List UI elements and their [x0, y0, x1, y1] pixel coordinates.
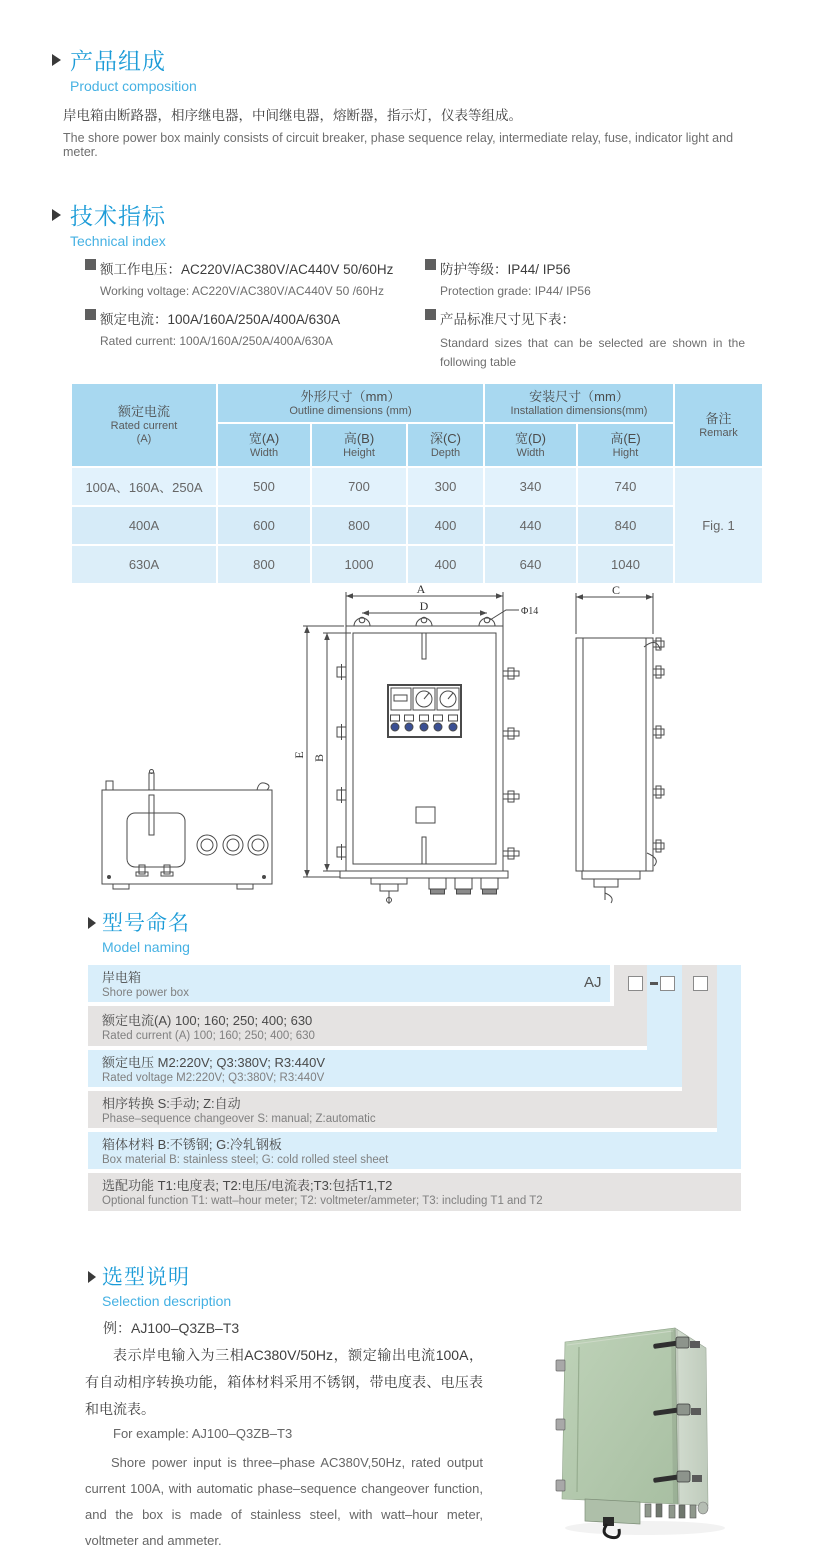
header-depth-c: 深(C) Depth — [408, 424, 483, 466]
bullet-square-icon — [85, 259, 96, 270]
header-height-b: 高(B) Height — [312, 424, 406, 466]
cell-width: 800 — [218, 546, 310, 583]
cell-remark: Fig. 1 — [675, 468, 762, 583]
cell-depth: 300 — [408, 468, 483, 505]
cell-depth: 400 — [408, 507, 483, 544]
product-photo — [545, 1300, 830, 1565]
naming-row-optional-function: 选配功能 T1:电度表; T2:电压/电流表;T3:包括T1,T2 Optional function T1: watt–hour meter; T2: voltmeter/ammeter; T3: including T1 and T2 — [88, 1173, 741, 1211]
section-title-cn: 选型说明 — [102, 1266, 190, 1289]
spec-rated-current-cn: 额定电流：100A/160A/250A/400A/630A — [100, 312, 341, 327]
section-composition-heading — [52, 48, 197, 94]
section-title-en: Model naming — [102, 939, 190, 955]
header-remark: 备注 Remark — [675, 384, 762, 466]
model-code-dash — [650, 982, 658, 985]
spec-protection-grade-cn: 防护等级：IP44/ IP56 — [440, 262, 571, 277]
dim-label-phi14: Φ14 — [521, 606, 539, 617]
composition-text-en: The shore power box mainly consists of circuit breaker, phase sequence relay, intermediate relay, fuse, indicator light and meter. — [63, 131, 734, 159]
naming-row-box-material: 箱体材料 B:不锈钢; G:冷轧钢板 Box material B: stainless steel; G: cold rolled steel sheet — [88, 1132, 741, 1169]
section-technical-heading — [52, 203, 166, 249]
naming-row-rated-voltage: 额定电压 M2:220V; Q3:380V; R3:440V Rated voltage M2:220V; Q3:380V; R3:440V — [88, 1050, 682, 1087]
spec-working-voltage-cn: 额工作电压：AC220V/AC380V/AC440V 50/60Hz — [100, 262, 394, 277]
table-row — [72, 507, 762, 544]
section-title-cn: 产品组成 — [70, 48, 166, 74]
section-arrow-icon — [88, 917, 96, 929]
section-model-naming-heading — [88, 912, 190, 955]
header-height-e: 高(E) Hight — [578, 424, 673, 466]
section-title-en: Selection description — [102, 1293, 232, 1309]
naming-row-shore-power-box: 岸电箱 Shore power box — [88, 965, 610, 1002]
section-title-cn: 技术指标 — [70, 203, 166, 229]
section-arrow-icon — [88, 1271, 96, 1283]
model-prefix: AJ — [584, 974, 602, 991]
model-naming-table — [88, 965, 741, 1211]
model-code-box-option — [693, 976, 708, 991]
dimension-table — [70, 382, 764, 585]
dim-label-e: E — [292, 751, 306, 759]
cell-height: 800 — [312, 507, 406, 544]
header-width-a: 宽(A) Width — [218, 424, 310, 466]
header-width-d: 宽(D) Width — [485, 424, 576, 466]
cell-install-height: 840 — [578, 507, 673, 544]
table-row — [72, 468, 762, 505]
cell-install-height: 740 — [578, 468, 673, 505]
section-arrow-icon — [52, 54, 61, 66]
section-title-en: Technical index — [70, 233, 166, 249]
selection-example-cn: 例：AJ100–Q3ZB–T3 — [103, 1320, 240, 1336]
cell-current: 630A — [72, 546, 216, 583]
dim-label-b: B — [312, 753, 326, 763]
header-outline-dimensions: 外形尺寸（mm） Outline dimensions (mm) — [218, 384, 483, 422]
cell-current: 100A、160A、250A — [72, 468, 216, 505]
technical-drawing — [85, 583, 745, 908]
dim-label-c: C — [611, 583, 621, 597]
composition-text-cn: 岸电箱由断路器，相序继电器，中间继电器，熔断器，指示灯，仪表等组成。 — [63, 108, 522, 123]
bullet-square-icon — [425, 309, 436, 320]
cell-depth: 400 — [408, 546, 483, 583]
section-title-cn: 型号命名 — [102, 912, 190, 935]
header-rated-current: 额定电流 Rated current (A) — [72, 384, 216, 466]
cell-install-height: 1040 — [578, 546, 673, 583]
bullet-square-icon — [425, 259, 436, 270]
spec-rated-current-en: Rated current: 100A/160A/250A/400A/630A — [100, 334, 333, 348]
section-title-en: Product composition — [70, 78, 197, 94]
dim-label-a: A — [416, 583, 426, 596]
header-installation-dimensions: 安装尺寸（mm） Installation dimensions(mm) — [485, 384, 673, 422]
bullet-square-icon — [85, 309, 96, 320]
cell-current: 400A — [72, 507, 216, 544]
selection-paragraph-cn: 表示岸电输入为三相AC380V/50Hz，额定输出电流100A，有自动相序转换功能，箱体材料采用不锈钢，带电度表、电压表和电流表。 — [85, 1347, 483, 1417]
spec-standard-sizes-en: Standard sizes that can be selected are shown in the following table — [440, 336, 745, 369]
naming-row-rated-current: 额定电流(A) 100; 160; 250; 400; 630 Rated current (A) 100; 160; 250; 400; 630 — [88, 1006, 647, 1046]
dim-label-d: D — [419, 599, 429, 613]
naming-row-phase-sequence: 相序转换 S:手动; Z:自动 Phase–sequence changeover S: manual; Z:automatic — [88, 1091, 717, 1128]
table-row — [72, 546, 762, 583]
selection-example-en: For example: AJ100–Q3ZB–T3 — [113, 1426, 293, 1441]
model-code-box-current — [628, 976, 643, 991]
cell-install-width: 640 — [485, 546, 576, 583]
cell-height: 700 — [312, 468, 406, 505]
cell-width: 500 — [218, 468, 310, 505]
cell-install-width: 340 — [485, 468, 576, 505]
spec-working-voltage-en: Working voltage: AC220V/AC380V/AC440V 50 /60Hz — [100, 284, 384, 298]
cell-install-width: 440 — [485, 507, 576, 544]
cell-height: 1000 — [312, 546, 406, 583]
model-code-box-voltage — [660, 976, 675, 991]
spec-protection-grade-en: Protection grade: IP44/ IP56 — [440, 284, 591, 298]
selection-paragraph-en: Shore power input is three–phase AC380V,50Hz, rated output current 100A, with automatic phase–sequence changeover function, and the box is made of stainless steel, with watt–hour meter, voltmeter and ammeter. — [85, 1455, 483, 1548]
spec-standard-sizes-cn: 产品标准尺寸见下表： — [440, 312, 575, 327]
cell-width: 600 — [218, 507, 310, 544]
section-arrow-icon — [52, 209, 61, 221]
section-selection-heading — [88, 1266, 231, 1309]
